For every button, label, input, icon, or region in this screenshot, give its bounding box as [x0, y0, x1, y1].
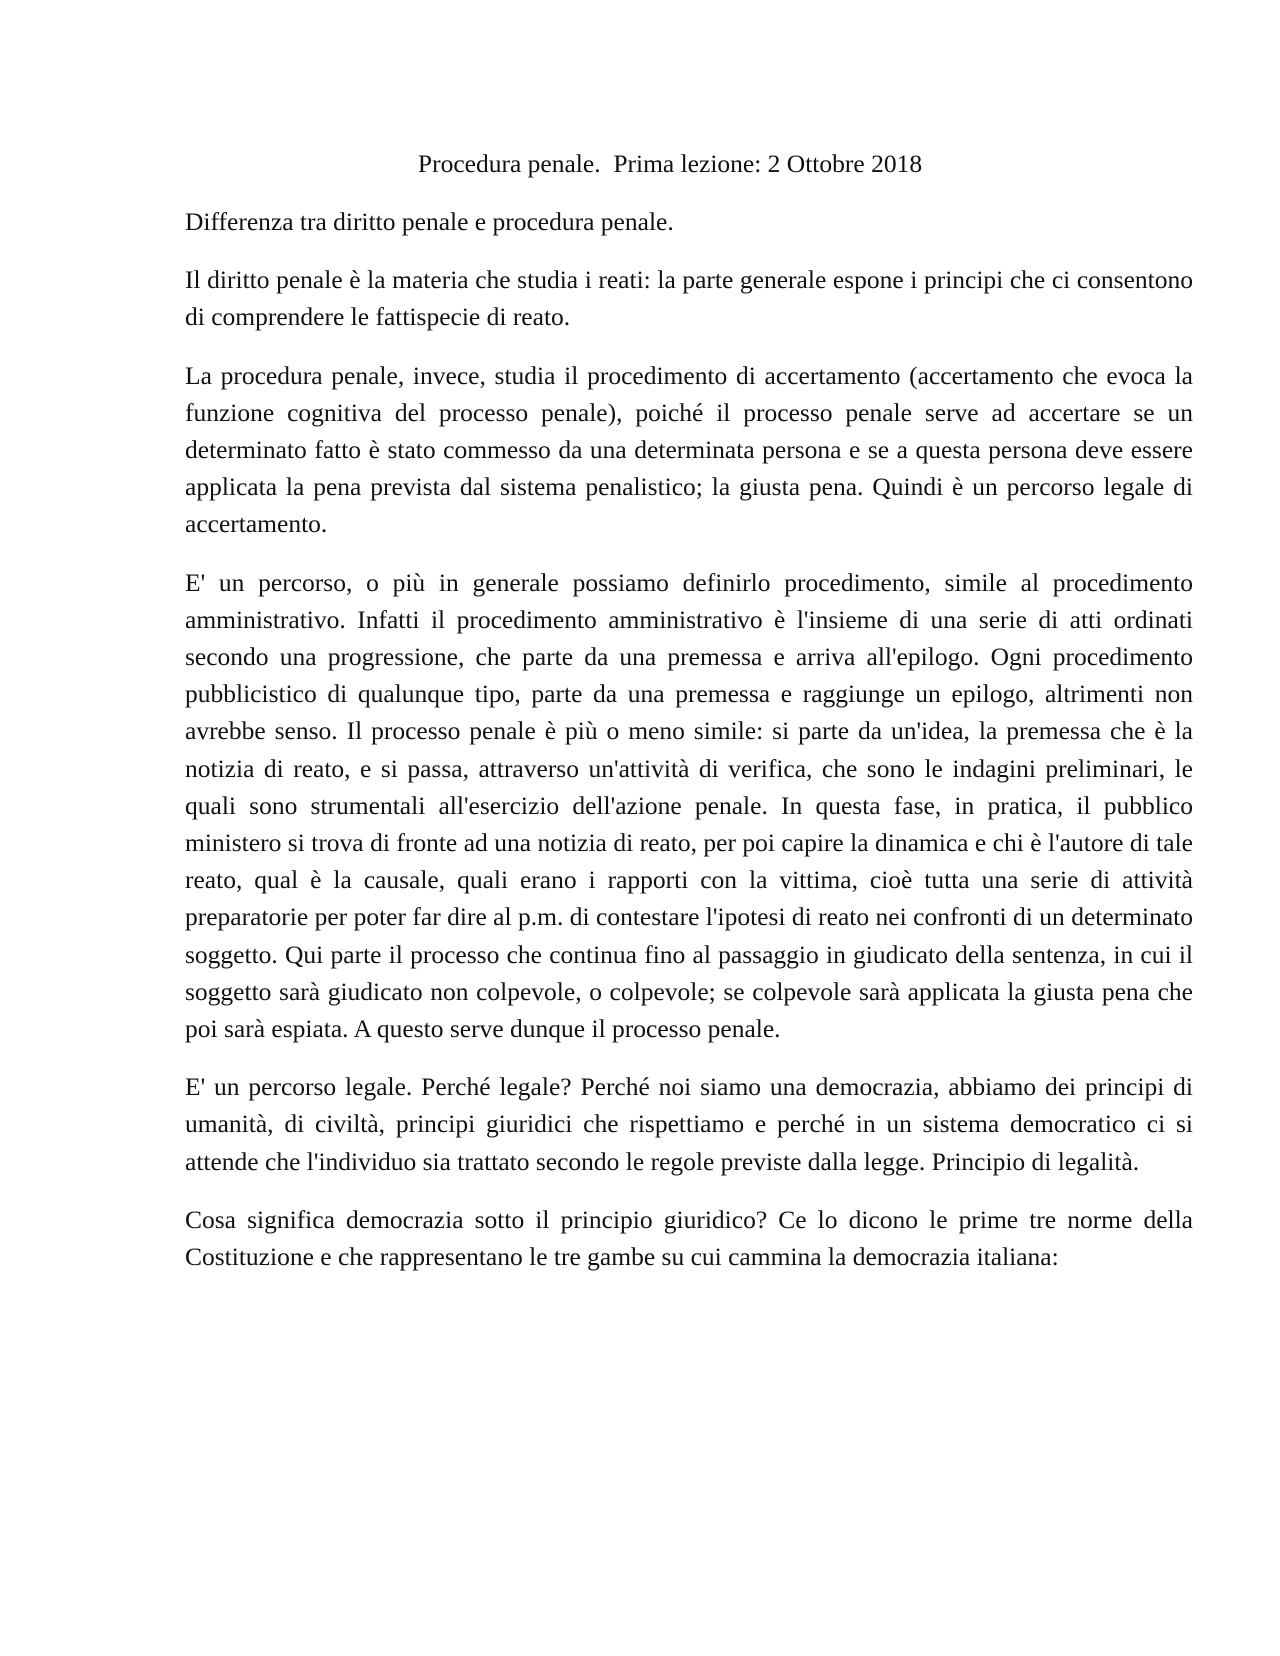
paragraph-4: E' un percorso, o più in generale possiamo definirlo procedimento, simile al procedimento amministrativo. Infatti il procedimento amministrativo è l'insieme di una serie di atti ordinati secondo una progressione, che parte da una premessa e arriva all'epilogo. Ogni procedimento pubblicistico di qualunque tipo, parte da una premessa e raggiunge un epilogo, altrimenti non avrebbe senso. Il processo penale è più o meno simile: si parte da un'idea, la premessa che è la notizia di reato, e si passa, attraverso un'attività di verifica, che sono le indagini preliminari, le quali sono strumentali all'esercizio dell'azione penale. In questa fase, in pratica, il pubblico ministero si trova di fronte ad una notizia di reato, per poi capire la dinamica e chi è l'autore di tale reato, qual è la causale, quali erano i rapporti con la vittima, cioè tutta una serie di attività preparatorie per poter far dire al p.m. di contestare l'ipotesi di reato nei confronti di un determinato soggetto. Qui parte il processo che continua fino al passaggio in giudicato della sentenza, in cui il soggetto sarà giudicato non colpevole, o colpevole; se colpevole sarà applicata la giusta pena che poi sarà espiata. A questo serve dunque il processo penale. — [185, 567, 1193, 1044]
paragraph-2: Il diritto penale è la materia che studia i reati: la parte generale espone i principi che ci consentono di comprendere le fattispecie di reato. — [185, 265, 1193, 332]
paragraph-1: Differenza tra diritto penale e procedura penale. — [185, 207, 674, 236]
document-title: Procedura penale. Prima lezione: 2 Ottobre 2018 — [417, 149, 923, 178]
document-body — [185, 203, 1193, 1296]
paragraph-5: E' un percorso legale. Perché legale? Perché noi siamo una democrazia, abbiamo dei principi di umanità, di civiltà, principi giuridici che rispettiamo e perché in un sistema democratico ci si attende che l'individuo sia trattato secondo le regole previste dalla legge. Principio di legalità. — [185, 1072, 1193, 1176]
paragraph-3: La procedura penale, invece, studia il procedimento di accertamento (accertamento che evoca la funzione cognitiva del processo penale), poiché il processo penale serve ad accertare se un determinato fatto è stato commesso da una determinata persona e se a questa persona deve essere applicata la pena prevista dal sistema penalistico; la giusta pena. Quindi è un percorso legale di accertamento. — [185, 360, 1193, 539]
paragraph-6: Cosa significa democrazia sotto il principio giuridico? Ce lo dicono le prime tre norme della Costituzione e che rappresentano le tre gambe su cui cammina la democrazia italiana: — [185, 1204, 1193, 1272]
